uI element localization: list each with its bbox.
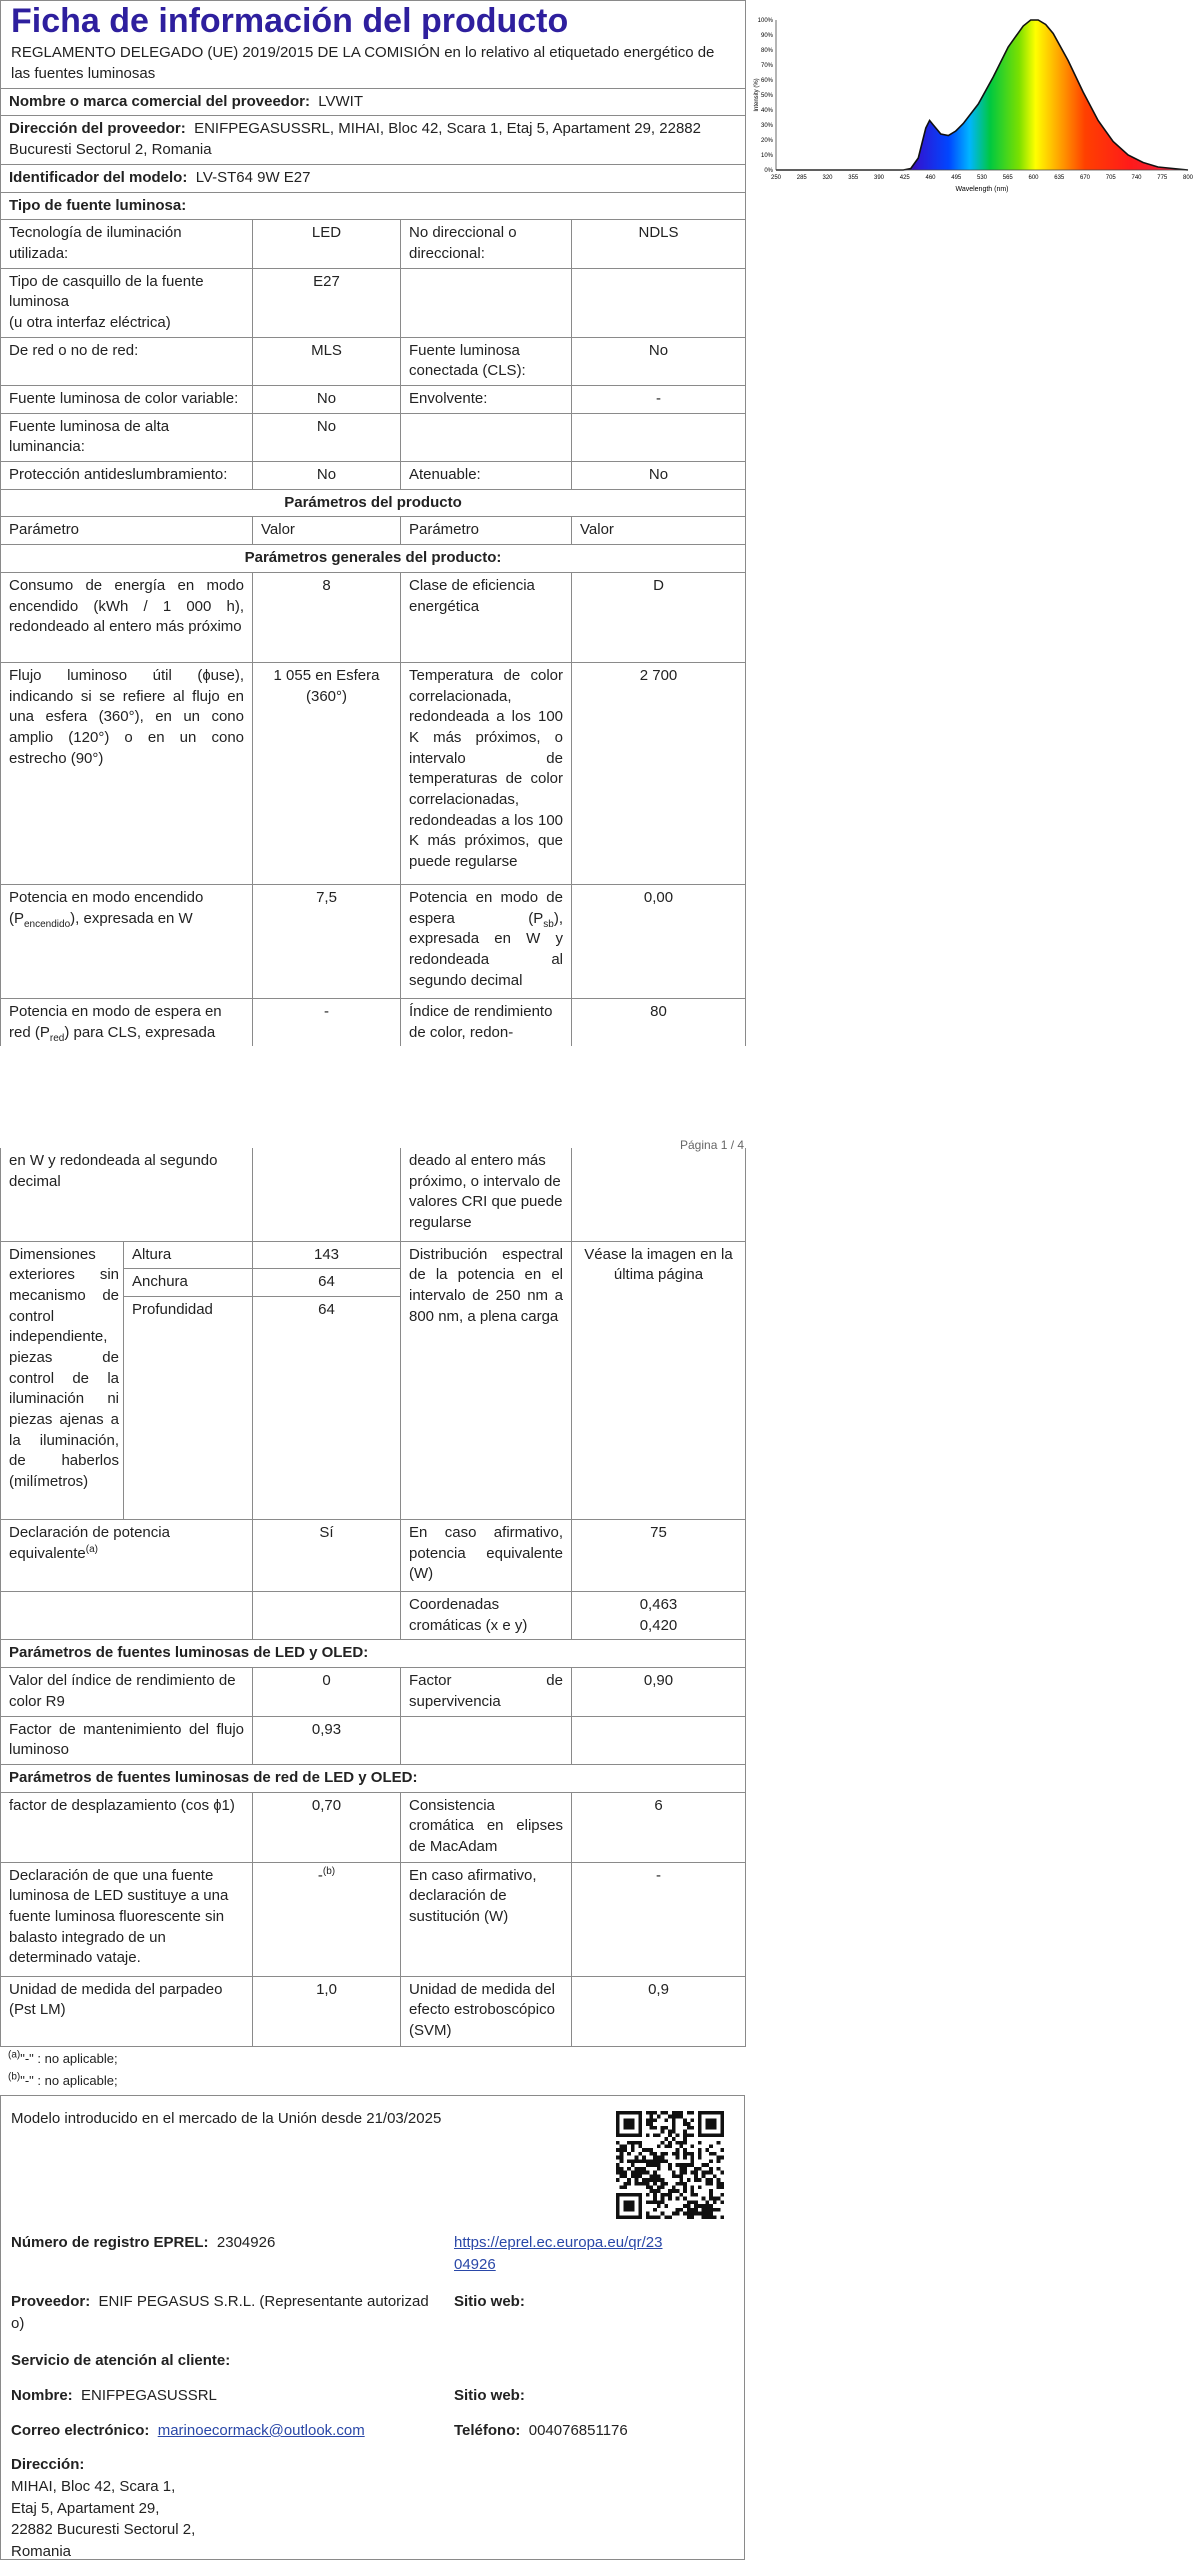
supplier-name-value: LVWIT xyxy=(318,92,364,110)
flicker-value: 1,0 xyxy=(253,1976,401,2046)
survival-factor-label: Factor de supervivencia xyxy=(401,1668,572,1716)
networked-standby-text: Potencia en modo de espera en red (P xyxy=(9,1002,222,1041)
empty-cell xyxy=(253,1324,401,1520)
supplier-address-value: ENIFPEGASUSSRL, MIHAI, Bloc 42, Scara 1, Etaj 5, Apartament 29, 22882 Bucuresti Sectorul 2, Romania xyxy=(9,120,701,159)
led-params-heading: Parámetros de fuentes luminosas de LED y OLED: xyxy=(1,1640,746,1668)
eprel-value: 2304926 xyxy=(216,2234,276,2251)
provider-label: Proveedor: xyxy=(11,2293,91,2310)
model-identifier-row xyxy=(1,164,746,192)
spectrum-x-tick-label: 390 xyxy=(873,175,885,181)
empty-cell xyxy=(253,1148,401,1241)
networked-standby-label xyxy=(1,998,253,1046)
eprel-link-line-1[interactable]: https://eprel.ec.europa.eu/qr/23 xyxy=(454,2234,663,2251)
product-info-table xyxy=(0,0,746,1046)
on-mode-power-text: Potencia en modo encendido (P xyxy=(9,888,204,927)
lumen-maintenance-value: 0,93 xyxy=(253,1716,401,1764)
equivalent-power-value: Sí xyxy=(253,1520,401,1592)
on-mode-power-value: 7,5 xyxy=(253,884,401,998)
supplier-name-label: Nombre o marca comercial del proveedor: xyxy=(9,92,310,110)
service-website-label: Sitio web: xyxy=(454,2387,525,2404)
spectrum-y-tick-label: 60% xyxy=(760,78,773,84)
footnote-b-marker: (b) xyxy=(322,1865,336,1877)
spectrum-y-tick-label: 30% xyxy=(760,123,773,129)
chromaticity-value xyxy=(572,1592,746,1640)
customer-service-heading: Servicio de atención al cliente: xyxy=(11,2352,231,2369)
eprel-link[interactable] xyxy=(454,2232,662,2276)
standby-power-text-2: ), expresada en W y redondeada al segundo decimal xyxy=(409,909,563,989)
stroboscopic-label: Unidad de medida del efecto estroboscópico (SVM) xyxy=(401,1976,572,2046)
qr-code[interactable] xyxy=(616,2111,724,2219)
efficiency-class-value: D xyxy=(572,572,746,662)
spectrum-y-tick-label: 100% xyxy=(757,18,773,24)
product-sheet-page-2 xyxy=(0,1148,745,2090)
cap-type-label: Tipo de casquillo de la fuente luminosa xyxy=(9,272,204,311)
displacement-factor-label: factor de desplazamiento (cos ɸ1) xyxy=(1,1792,253,1862)
replacement-claim-label: Declaración de que una fuente luminosa de LED sustituye a una fuente luminosa fluorescente sin balasto integrado de un determinado vataje. xyxy=(1,1862,253,1976)
standby-power-text: Potencia en modo de espera (P xyxy=(409,888,563,927)
footnote-a xyxy=(8,2051,737,2068)
depth-label: Profundidad xyxy=(124,1296,253,1323)
spectrum-x-tick-label: 600 xyxy=(1028,175,1039,181)
spectrum-y-tick-label: 90% xyxy=(760,33,773,39)
general-params-heading: Parámetros generales del producto: xyxy=(1,545,746,573)
product-sheet-page-1 xyxy=(0,0,745,1046)
email-label: Correo electrónico: xyxy=(11,2422,150,2439)
cap-type-label-2: (u otra interfaz eléctrica) xyxy=(9,313,171,331)
on-mode-subscript: encendido xyxy=(24,918,71,930)
spectrum-x-tick-label: 740 xyxy=(1131,175,1142,181)
spectrum-y-ticks xyxy=(758,18,774,174)
spectrum-y-tick-label: 20% xyxy=(760,138,773,144)
source-type-heading: Tipo de fuente luminosa: xyxy=(1,192,746,220)
anti-glare-label: Protección antideslumbramiento: xyxy=(1,462,253,490)
mains-led-params-heading: Parámetros de fuentes luminosas de red de LED y OLED: xyxy=(1,1764,746,1792)
networked-standby-value: - xyxy=(253,998,401,1046)
eprel-link-line-2[interactable]: 04926 xyxy=(454,2255,496,2273)
email-row xyxy=(11,2420,365,2442)
footnote-b-mark: (b) xyxy=(8,2072,21,2084)
service-name-row xyxy=(11,2385,217,2407)
flicker-label: Unidad de medida del parpadeo (Pst LM) xyxy=(1,1976,253,2046)
tech-value: LED xyxy=(253,220,401,268)
color-tunable-value: No xyxy=(253,386,401,414)
empty-cell xyxy=(572,1148,746,1241)
empty-cell xyxy=(401,1716,572,1764)
product-params-heading: Parámetros del producto xyxy=(1,489,746,517)
spectrum-y-tick-label: 70% xyxy=(760,63,773,69)
useful-flux-value: 1 055 en Esfera (360°) xyxy=(253,662,401,884)
dimensions-label: Dimensiones exteriores sin mecanismo de control independiente, piezas de control de la iluminación ni piezas ajenas a la iluminación, de haberlos (milímetros) xyxy=(1,1241,124,1520)
chromaticity-label: Coordenadas cromáticas (x e y) xyxy=(401,1592,572,1640)
equivalent-watt-label: En caso afirmativo, potencia equivalente (W) xyxy=(401,1520,572,1592)
provider-row xyxy=(11,2291,451,2335)
header-cell xyxy=(1,1,746,89)
column-header-value: Valor xyxy=(572,517,746,545)
spectrum-y-tick-label: 10% xyxy=(760,153,773,159)
email-link[interactable]: marinoecormack@outlook.com xyxy=(157,2422,365,2439)
spectrum-x-tick-label: 460 xyxy=(925,175,936,181)
width-value: 64 xyxy=(253,1269,401,1297)
address-label: Dirección: xyxy=(11,2456,85,2473)
envelope-label: Envolvente: xyxy=(401,386,572,414)
efficiency-class-label: Clase de eficiencia energética xyxy=(401,572,572,662)
empty-cell xyxy=(572,413,746,461)
spectrum-x-tick-label: 670 xyxy=(1079,175,1091,181)
model-value: LV-ST64 9W E27 xyxy=(195,168,311,186)
spectrum-y-tick-label: 0% xyxy=(764,168,773,174)
r9-label: Valor del índice de rendimiento de color R9 xyxy=(1,1668,253,1716)
spectrum-y-tick-label: 80% xyxy=(760,48,773,54)
footnote-b xyxy=(8,2073,737,2090)
equivalent-power-label xyxy=(1,1520,253,1592)
supplier-address-label: Dirección del proveedor: xyxy=(9,120,186,138)
supplier-address-row xyxy=(1,116,746,164)
height-label: Altura xyxy=(124,1241,253,1269)
directional-label: No direccional o direccional: xyxy=(401,220,572,268)
spectrum-x-ticks xyxy=(771,175,1194,181)
address-line-3: 22882 Bucuresti Sectorul 2, xyxy=(11,2521,196,2539)
dimmable-label: Atenuable: xyxy=(401,462,572,490)
provider-website-label: Sitio web: xyxy=(454,2293,525,2310)
page-number: Página 1 / 4 xyxy=(680,1138,745,1152)
empty-cell xyxy=(401,268,572,337)
footnote-a-text: "-" : no aplicable; xyxy=(20,2050,118,2066)
high-luminance-value: No xyxy=(253,413,401,461)
mains-value: MLS xyxy=(253,337,401,385)
supplier-name-row xyxy=(1,88,746,116)
envelope-value: - xyxy=(572,386,746,414)
eprel-row xyxy=(11,2232,275,2254)
standby-power-label xyxy=(401,884,572,998)
spectral-distribution-value: Véase la imagen en la última página xyxy=(572,1241,746,1520)
cri-label: Índice de rendimiento de color, redon- xyxy=(401,998,572,1046)
spectrum-x-tick-label: 425 xyxy=(899,175,910,181)
product-info-table-continued xyxy=(0,1148,746,2047)
empty-cell xyxy=(124,1324,253,1520)
footnote-b-text: "-" : no aplicable; xyxy=(20,2073,118,2089)
spectrum-y-tick-label: 40% xyxy=(760,108,773,114)
column-header-param: Parámetro xyxy=(1,517,253,545)
cls-label: Fuente luminosa conectada (CLS): xyxy=(401,337,572,385)
macadam-value: 6 xyxy=(572,1792,746,1862)
replacement-watt-label: En caso afirmativo, declaración de sustitución (W) xyxy=(401,1862,572,1976)
cap-type-cell xyxy=(1,268,253,337)
page-title: Ficha de información del producto xyxy=(11,2,569,40)
macadam-label: Consistencia cromática en elipses de MacAdam xyxy=(401,1792,572,1862)
spectrum-y-tick-label: 50% xyxy=(760,93,773,99)
useful-flux-label: Flujo luminoso útil (ɸuse), indicando si se refiere al flujo en una esfera (360°), en un cono amplio (120°) o en un cono estrecho (90°) xyxy=(1,662,253,884)
empty-cell xyxy=(572,268,746,337)
regulation-text: REGLAMENTO DELEGADO (UE) 2019/2015 DE LA COMISIÓN en lo relativo al etiquetado energético de las fuentes luminosas xyxy=(11,43,715,82)
lumen-maintenance-label: Factor de mantenimiento del flujo luminoso xyxy=(1,1716,253,1764)
stroboscopic-value: 0,9 xyxy=(572,1976,746,2046)
column-header-param: Parámetro xyxy=(401,517,572,545)
cri-label-continued: deado al entero más próximo, o intervalo de valores CRI que puede regularse xyxy=(401,1148,572,1241)
empty-cell xyxy=(253,1592,401,1640)
spectrum-x-label: Wavelength (nm) xyxy=(955,186,1009,193)
mains-label: De red o no de red: xyxy=(1,337,253,385)
address-block xyxy=(11,2454,195,2563)
provider-value-2: o) xyxy=(11,2314,25,2332)
spectrum-x-tick-label: 705 xyxy=(1105,175,1116,181)
networked-standby-label-continued: en W y redondeada al segundo decimal xyxy=(1,1148,253,1241)
energy-consumption-label: Consumo de energía en modo encendido (kWh / 1 000 h), redondeado al entero más próximo xyxy=(1,572,253,662)
on-mode-power-text-2: ), expresada en W xyxy=(70,909,193,927)
phone-value: 004076851176 xyxy=(528,2422,628,2439)
empty-cell xyxy=(401,413,572,461)
high-luminance-label: Fuente luminosa de alta luminancia: xyxy=(1,413,253,461)
networked-standby-text-2: ) para CLS, expresada xyxy=(64,1023,216,1041)
spectrum-x-tick-label: 355 xyxy=(848,175,859,181)
standby-subscript: sb xyxy=(543,918,554,930)
spectral-distribution-label: Distribución espectral de la potencia en el intervalo de 250 nm a 800 nm, a plena carga xyxy=(401,1241,572,1520)
spectrum-x-tick-label: 800 xyxy=(1182,175,1194,181)
cap-type-value: E27 xyxy=(253,268,401,337)
chromaticity-x: 0,463 xyxy=(639,1596,678,1614)
cls-value: No xyxy=(572,337,746,385)
spectrum-x-tick-label: 635 xyxy=(1054,175,1065,181)
eprel-label: Número de registro EPREL: xyxy=(11,2234,209,2251)
market-intro-text: Modelo introducido en el mercado de la Unión desde 21/03/2025 xyxy=(11,2110,442,2127)
service-name-value: ENIFPEGASUSSRL xyxy=(81,2387,217,2404)
color-tunable-label: Fuente luminosa de color variable: xyxy=(1,386,253,414)
spectrum-x-tick-label: 530 xyxy=(976,175,988,181)
cct-label: Temperatura de color correlacionada, redondeada a los 100 K más próximos, o intervalo de temperaturas de color correlacionadas, redondeadas a los 100 K más próximos, que puede regularse xyxy=(401,662,572,884)
phone-label: Teléfono: xyxy=(454,2422,521,2439)
directional-value: NDLS xyxy=(572,220,746,268)
footnotes xyxy=(0,2047,745,2091)
spectrum-x-tick-label: 250 xyxy=(770,175,782,181)
replacement-claim-dash: - xyxy=(317,1866,323,1884)
networked-standby-subscript: red xyxy=(49,1032,65,1044)
replacement-claim-value xyxy=(253,1862,401,1976)
spectrum-y-label: Intensity (%) xyxy=(754,78,760,112)
spectrum-x-tick-label: 320 xyxy=(822,175,833,181)
cct-value: 2 700 xyxy=(572,662,746,884)
tech-label: Tecnología de iluminación utilizada: xyxy=(1,220,253,268)
height-value: 143 xyxy=(253,1241,401,1269)
r9-value: 0 xyxy=(253,1668,401,1716)
empty-cell xyxy=(1,1592,253,1640)
energy-consumption-value: 8 xyxy=(253,572,401,662)
address-line-2: Etaj 5, Apartament 29, xyxy=(11,2499,160,2517)
empty-cell xyxy=(572,1716,746,1764)
phone-row xyxy=(454,2420,628,2442)
standby-power-value: 0,00 xyxy=(572,884,746,998)
footnote-a-marker: (a) xyxy=(85,1543,98,1555)
replacement-watt-value: - xyxy=(572,1862,746,1976)
service-name-label: Nombre: xyxy=(11,2387,73,2404)
spectral-distribution-chart xyxy=(752,8,1192,198)
equivalent-power-text: Declaración de potencia equivalente xyxy=(9,1524,170,1562)
column-header-value: Valor xyxy=(253,517,401,545)
equivalent-watt-value: 75 xyxy=(572,1520,746,1592)
provider-value: ENIF PEGASUS S.R.L. (Representante autorizad xyxy=(98,2293,429,2310)
depth-value: 64 xyxy=(253,1296,401,1323)
cri-value: 80 xyxy=(572,998,746,1046)
on-mode-power-label xyxy=(1,884,253,998)
dimmable-value: No xyxy=(572,462,746,490)
chromaticity-y: 0,420 xyxy=(639,1616,678,1634)
displacement-factor-value: 0,70 xyxy=(253,1792,401,1862)
width-label: Anchura xyxy=(124,1269,253,1297)
spectrum-x-tick-label: 495 xyxy=(951,175,962,181)
spectrum-x-tick-label: 285 xyxy=(796,175,807,181)
spectrum-x-tick-label: 565 xyxy=(1002,175,1013,181)
anti-glare-value: No xyxy=(253,462,401,490)
spectrum-x-tick-label: 775 xyxy=(1157,175,1168,181)
registration-section xyxy=(0,2095,745,2560)
model-label: Identificador del modelo: xyxy=(9,168,188,186)
address-line-4: Romania xyxy=(11,2543,72,2560)
survival-factor-value: 0,90 xyxy=(572,1668,746,1716)
address-line-1: MIHAI, Bloc 42, Scara 1, xyxy=(11,2477,176,2495)
footnote-a-mark: (a) xyxy=(8,2049,21,2061)
